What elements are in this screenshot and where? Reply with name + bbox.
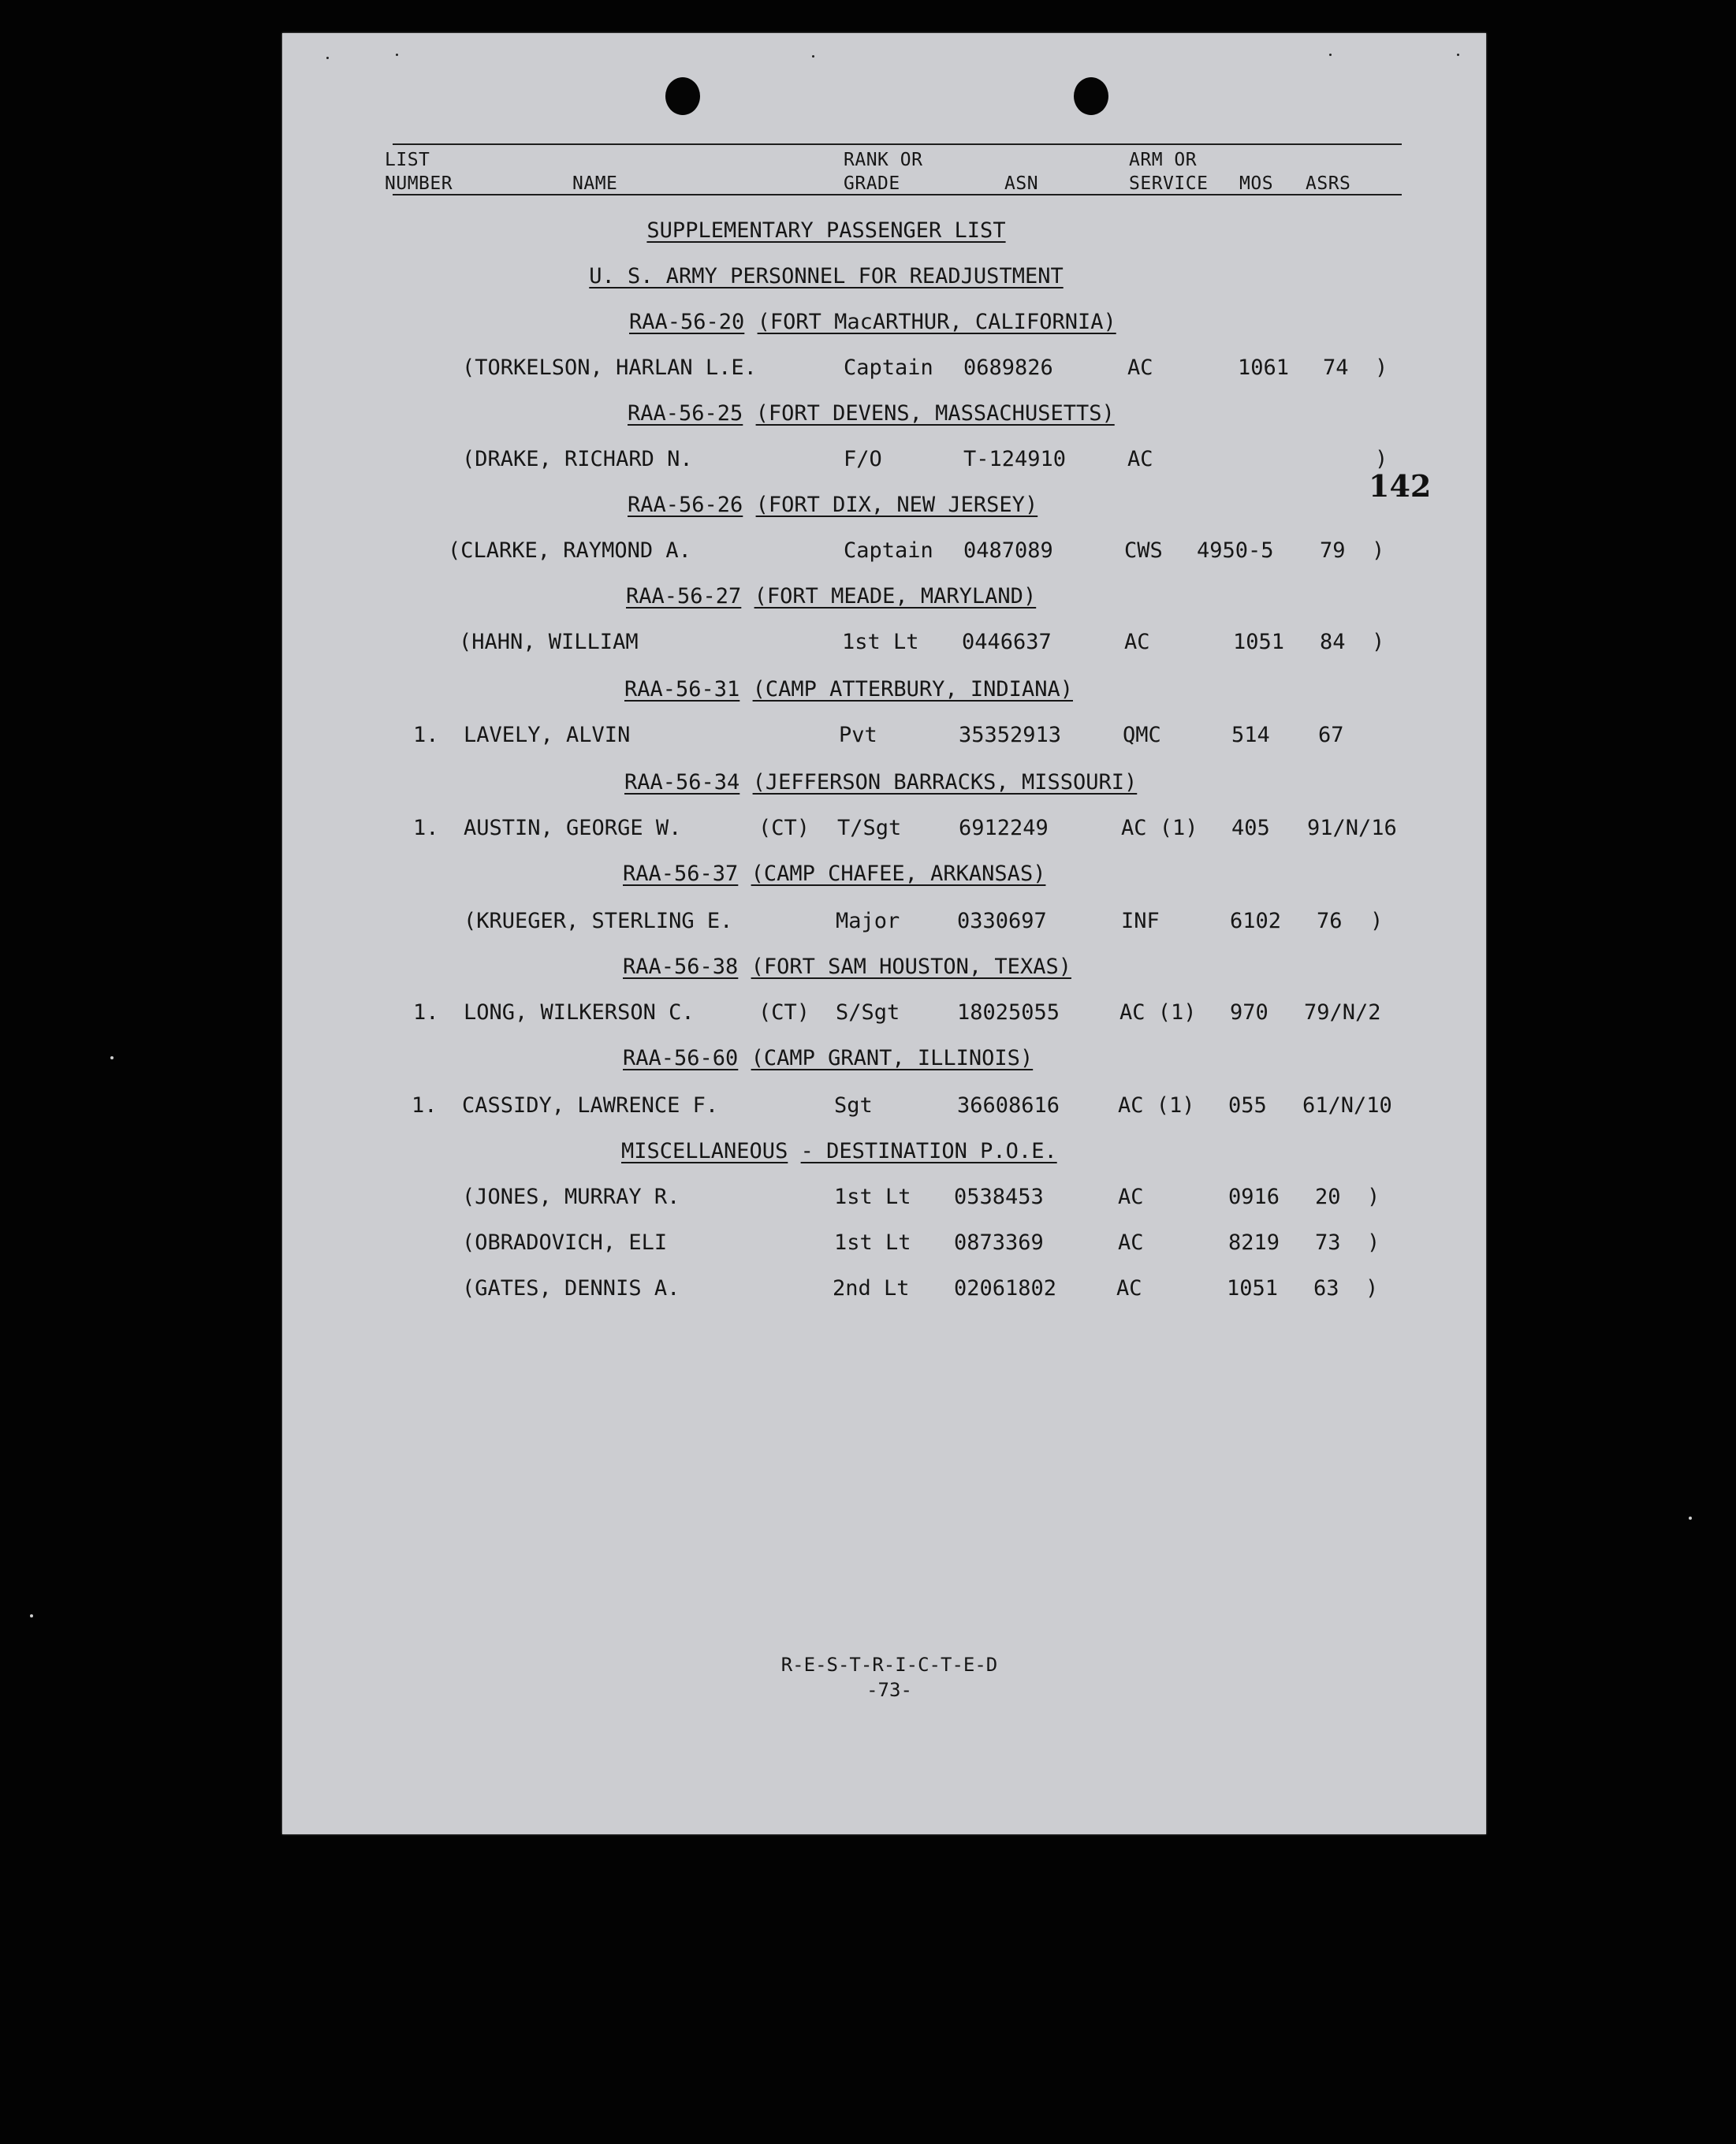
asrs-cell: 20	[1315, 1185, 1341, 1209]
col-header-asrs: ASRS	[1306, 173, 1351, 194]
arm-cell: AC (1)	[1119, 1000, 1197, 1025]
rank-cell: Captain	[844, 538, 933, 563]
mos-cell: 1051	[1233, 630, 1285, 654]
asn-cell: 0446637	[962, 630, 1052, 654]
rank-cell: T/Sgt	[837, 816, 902, 840]
mos-cell: 055	[1228, 1093, 1267, 1118]
name-cell: (HAHN, WILLIAM	[459, 630, 639, 654]
name-cell: LONG, WILKERSON C.	[464, 1000, 695, 1025]
list-number-cell: 1.	[413, 723, 439, 747]
ct-cell: (CT)	[758, 1000, 810, 1025]
rank-cell: S/Sgt	[836, 1000, 900, 1025]
mos-cell: 4950-5	[1197, 538, 1274, 563]
list-subtitle: U. S. ARMY PERSONNEL FOR READJUSTMENT	[589, 264, 1064, 288]
asn-cell: 02061802	[954, 1276, 1057, 1301]
asn-cell: 0487089	[963, 538, 1053, 563]
col-header-asn: ASN	[1004, 173, 1039, 194]
close-paren: )	[1375, 355, 1388, 380]
punch-hole-left	[665, 77, 700, 115]
asrs-cell: 79	[1320, 538, 1346, 563]
speck	[396, 54, 398, 56]
list-number-cell: 1.	[413, 816, 439, 840]
col-header-list-number: LIST NUMBER	[385, 150, 453, 194]
arm-cell: AC	[1118, 1230, 1144, 1255]
close-paren: )	[1370, 909, 1384, 933]
name-cell: LAVELY, ALVIN	[464, 723, 631, 747]
arm-cell: CWS	[1124, 538, 1163, 563]
arm-cell: AC	[1118, 1185, 1144, 1209]
name-cell: (OBRADOVICH, ELI	[462, 1230, 668, 1255]
section-heading: RAA-56-26 (FORT DIX, NEW JERSEY)	[628, 493, 1038, 517]
ct-cell: (CT)	[758, 816, 810, 840]
header-top-rule	[393, 143, 1402, 145]
section-heading: RAA-56-31 (CAMP ATTERBURY, INDIANA)	[624, 677, 1073, 702]
col-header-mos: MOS	[1239, 173, 1274, 194]
background-speck	[30, 1614, 33, 1617]
section-heading: RAA-56-25 (FORT DEVENS, MASSACHUSETTS)	[628, 401, 1115, 426]
col-header-arm: ARM OR SERVICE	[1129, 150, 1209, 194]
asn-cell: T-124910	[963, 447, 1067, 471]
speck	[326, 57, 329, 59]
list-number-cell: 1.	[412, 1093, 438, 1118]
mos-cell: 8219	[1228, 1230, 1280, 1255]
rank-cell: 2nd Lt	[833, 1276, 910, 1301]
rank-cell: 1st Lt	[834, 1230, 911, 1255]
mos-cell: 405	[1231, 816, 1270, 840]
background-speck	[110, 1056, 114, 1059]
restricted-marking: R-E-S-T-R-I-C-T-E-D	[780, 1654, 998, 1676]
asrs-cell: 61/N/10	[1302, 1093, 1392, 1118]
section-heading: RAA-56-34 (JEFFERSON BARRACKS, MISSOURI)	[624, 770, 1138, 795]
section-heading: RAA-56-20 (FORT MacARTHUR, CALIFORNIA)	[629, 310, 1116, 334]
asn-cell: 0689826	[963, 355, 1053, 380]
col-header-name: NAME	[572, 173, 618, 194]
section-heading: RAA-56-27 (FORT MEADE, MARYLAND)	[626, 584, 1037, 609]
list-number-cell: 1.	[413, 1000, 439, 1025]
mos-cell: 514	[1231, 723, 1270, 747]
asn-cell: 6912249	[959, 816, 1049, 840]
list-title: SUPPLEMENTARY PASSENGER LIST	[646, 218, 1006, 243]
asn-cell: 35352913	[959, 723, 1062, 747]
header-bottom-rule	[393, 194, 1402, 195]
speck	[1329, 54, 1332, 56]
rank-cell: 1st Lt	[842, 630, 919, 654]
asn-cell: 18025055	[957, 1000, 1060, 1025]
asrs-cell: 79/N/2	[1304, 1000, 1381, 1025]
rank-cell: Pvt	[839, 723, 877, 747]
page-stamp: 142	[1369, 468, 1432, 504]
close-paren: )	[1367, 1230, 1380, 1255]
arm-cell: AC (1)	[1121, 816, 1198, 840]
rank-cell: Sgt	[834, 1093, 873, 1118]
mos-cell: 0916	[1228, 1185, 1280, 1209]
arm-cell: AC	[1127, 447, 1153, 471]
name-cell: (JONES, MURRAY R.	[462, 1185, 680, 1209]
mos-cell: 1061	[1238, 355, 1290, 380]
close-paren: )	[1367, 1185, 1380, 1209]
document-page	[282, 33, 1486, 1834]
section-heading: RAA-56-37 (CAMP CHAFEE, ARKANSAS)	[623, 862, 1046, 886]
asrs-cell: 91/N/16	[1307, 816, 1397, 840]
close-paren: )	[1365, 1276, 1379, 1301]
asrs-cell: 67	[1318, 723, 1344, 747]
section-heading: MISCELLANEOUS - DESTINATION P.O.E.	[621, 1139, 1057, 1163]
mos-cell: 1051	[1227, 1276, 1279, 1301]
section-heading: RAA-56-60 (CAMP GRANT, ILLINOIS)	[623, 1046, 1034, 1070]
arm-cell: AC	[1116, 1276, 1142, 1301]
arm-cell: QMC	[1123, 723, 1161, 747]
speck	[812, 55, 814, 58]
name-cell: (GATES, DENNIS A.	[462, 1276, 680, 1301]
name-cell: (KRUEGER, STERLING E.	[464, 909, 733, 933]
page-number: -73-	[866, 1679, 912, 1701]
asn-cell: 0538453	[954, 1185, 1044, 1209]
asn-cell: 36608616	[957, 1093, 1060, 1118]
name-cell: (TORKELSON, HARLAN L.E.	[462, 355, 757, 380]
background-speck	[1689, 1517, 1692, 1520]
asrs-cell: 63	[1313, 1276, 1339, 1301]
name-cell: (DRAKE, RICHARD N.	[462, 447, 693, 471]
mos-cell: 6102	[1230, 909, 1282, 933]
rank-cell: Captain	[844, 355, 933, 380]
name-cell: CASSIDY, LAWRENCE F.	[462, 1093, 719, 1118]
rank-cell: 1st Lt	[834, 1185, 911, 1209]
arm-cell: AC	[1127, 355, 1153, 380]
name-cell: (CLARKE, RAYMOND A.	[448, 538, 691, 563]
rank-cell: F/O	[844, 447, 882, 471]
asrs-cell: 73	[1315, 1230, 1341, 1255]
asrs-cell: 84	[1320, 630, 1346, 654]
arm-cell: AC	[1124, 630, 1150, 654]
name-cell: AUSTIN, GEORGE W.	[464, 816, 682, 840]
section-heading: RAA-56-38 (FORT SAM HOUSTON, TEXAS)	[623, 955, 1071, 979]
asrs-cell: 76	[1317, 909, 1343, 933]
close-paren: )	[1372, 538, 1385, 563]
close-paren: )	[1372, 630, 1385, 654]
punch-hole-right	[1074, 77, 1108, 115]
mos-cell: 970	[1230, 1000, 1268, 1025]
asrs-cell: 74	[1323, 355, 1349, 380]
asn-cell: 0330697	[957, 909, 1047, 933]
asn-cell: 0873369	[954, 1230, 1044, 1255]
arm-cell: INF	[1121, 909, 1160, 933]
close-paren: )	[1375, 447, 1388, 471]
arm-cell: AC (1)	[1118, 1093, 1195, 1118]
speck	[1457, 54, 1459, 56]
col-header-rank: RANK OR GRADE	[844, 150, 923, 194]
rank-cell: Major	[836, 909, 900, 933]
